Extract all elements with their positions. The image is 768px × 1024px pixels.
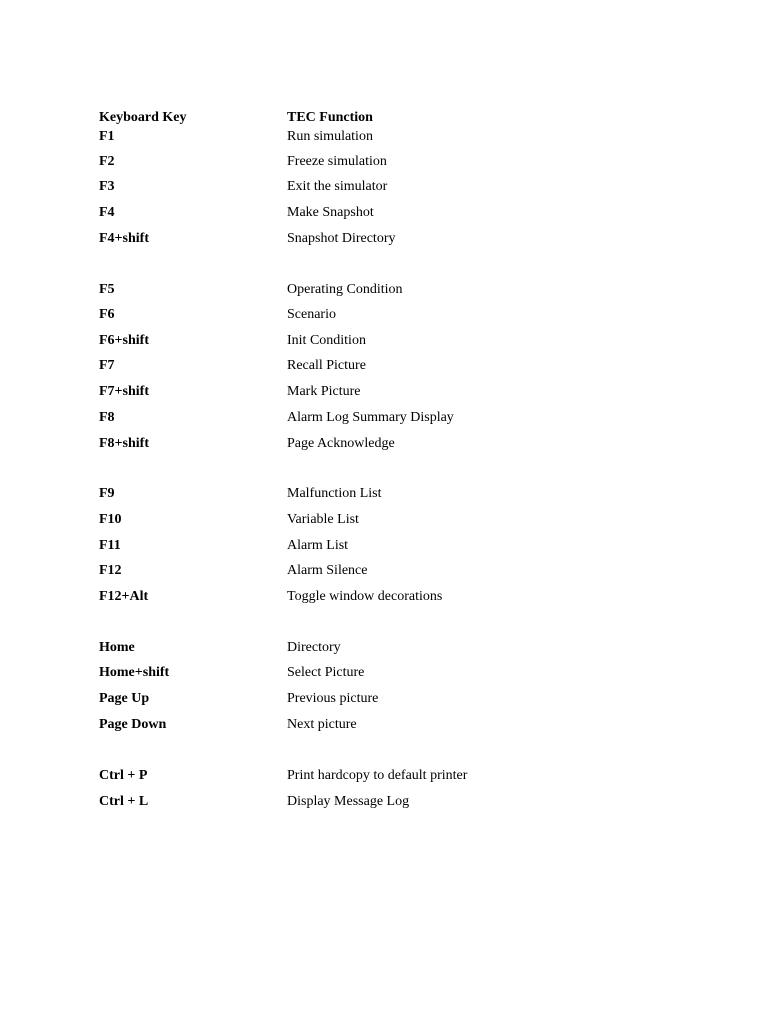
table-row (0, 766, 768, 786)
function-cell: Toggle window decorations (287, 589, 443, 604)
function-cell: Alarm List (287, 538, 349, 553)
column-header-keyboard-key: Keyboard Key (99, 110, 187, 125)
function-cell: Alarm Log Summary Display (287, 410, 454, 425)
table-row (0, 331, 768, 351)
table-row (0, 177, 768, 197)
key-cell: F8+shift (99, 436, 149, 451)
key-cell: Ctrl + L (99, 794, 149, 809)
key-cell: F5 (99, 282, 115, 297)
function-cell: Alarm Silence (287, 563, 368, 578)
key-cell: F4+shift (99, 231, 149, 246)
table-row (0, 203, 768, 223)
table-row (0, 715, 768, 735)
key-cell: Home+shift (99, 665, 170, 680)
key-cell: F7+shift (99, 384, 149, 399)
table-header (0, 108, 768, 128)
table-row (0, 280, 768, 300)
key-cell: Page Up (99, 691, 150, 706)
key-cell: Page Down (99, 717, 167, 732)
function-cell: Freeze simulation (287, 154, 387, 169)
table-row (0, 587, 768, 607)
key-cell: F2 (99, 154, 115, 169)
key-cell: Home (99, 640, 135, 655)
function-cell: Operating Condition (287, 282, 403, 297)
key-cell: F8 (99, 410, 115, 425)
function-cell: Init Condition (287, 333, 366, 348)
table-row (0, 689, 768, 709)
key-cell: F6+shift (99, 333, 149, 348)
key-cell: F11 (99, 538, 121, 553)
function-cell: Snapshot Directory (287, 231, 396, 246)
table-row (0, 792, 768, 812)
key-cell: F4 (99, 205, 115, 220)
table-row (0, 561, 768, 581)
key-cell: F12+Alt (99, 589, 149, 604)
function-cell: Previous picture (287, 691, 379, 706)
table-row (0, 663, 768, 683)
table-row (0, 229, 768, 249)
key-cell: F9 (99, 486, 115, 501)
table-row (0, 356, 768, 376)
function-cell: Mark Picture (287, 384, 361, 399)
function-cell: Print hardcopy to default printer (287, 768, 468, 783)
function-cell: Select Picture (287, 665, 365, 680)
function-cell: Exit the simulator (287, 179, 388, 194)
key-cell: F6 (99, 307, 115, 322)
function-cell: Make Snapshot (287, 205, 374, 220)
column-header-tec-function: TEC Function (287, 110, 373, 125)
function-cell: Directory (287, 640, 341, 655)
key-cell: F12 (99, 563, 122, 578)
function-cell: Next picture (287, 717, 357, 732)
table-row (0, 127, 768, 147)
table-row (0, 536, 768, 556)
function-cell: Display Message Log (287, 794, 410, 809)
table-row (0, 152, 768, 172)
function-cell: Malfunction List (287, 486, 382, 501)
table-row (0, 484, 768, 504)
function-cell: Page Acknowledge (287, 436, 395, 451)
key-cell: F3 (99, 179, 115, 194)
key-cell: F1 (99, 129, 115, 144)
table-row (0, 434, 768, 454)
key-cell: F7 (99, 358, 115, 373)
key-cell: Ctrl + P (99, 768, 148, 783)
table-row (0, 408, 768, 428)
function-cell: Scenario (287, 307, 336, 322)
table-row (0, 510, 768, 530)
table-row (0, 382, 768, 402)
function-cell: Run simulation (287, 129, 373, 144)
key-cell: F10 (99, 512, 122, 527)
function-cell: Recall Picture (287, 358, 366, 373)
table-row (0, 638, 768, 658)
function-cell: Variable List (287, 512, 359, 527)
table-row (0, 305, 768, 325)
